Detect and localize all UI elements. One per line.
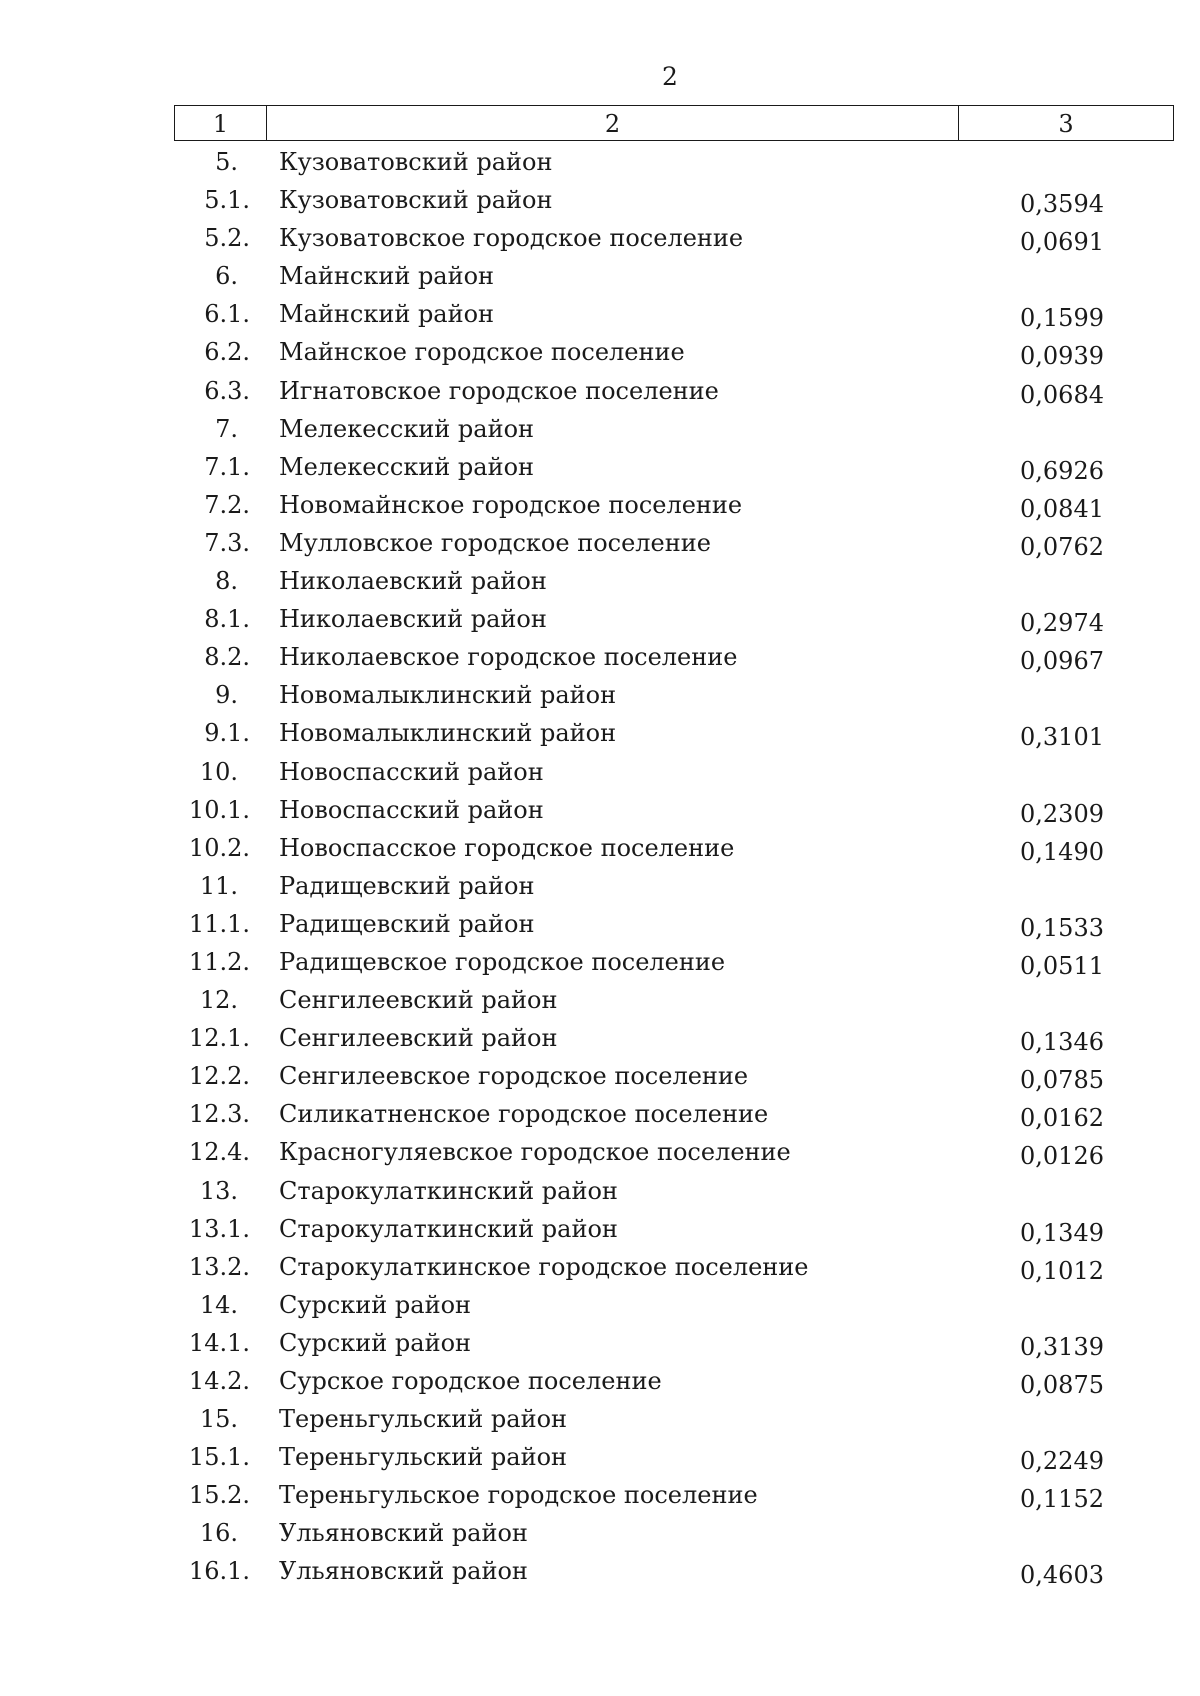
table-row [0,946,1200,984]
table-row [0,375,1200,413]
row-value: 0,1490 [1020,837,1104,866]
row-name: Старокулаткинский район [279,1214,618,1243]
row-value: 0,4603 [1020,1561,1104,1590]
row-name: Кузоватовский район [279,148,553,176]
row-number: 5.1. [204,186,250,215]
row-number: 11.1. [188,909,250,938]
table-row [0,184,1200,222]
row-number: 9.1. [204,719,250,748]
table-row [0,1136,1200,1174]
row-number: 12.3. [188,1100,250,1129]
header-col-3: 3 [1058,110,1074,138]
row-number: 9. [215,681,238,710]
row-number: 12. [199,986,238,1015]
district-row [0,870,1200,908]
row-value: 0,0939 [1020,342,1104,371]
district-row [0,679,1200,717]
row-value: 0,1599 [1020,304,1104,333]
table-header [174,105,1174,141]
table-row [0,908,1200,946]
row-number: 14. [199,1290,238,1319]
row-value: 0,1346 [1020,1028,1104,1057]
row-number: 6. [215,262,238,291]
district-row [0,146,1200,184]
district-row [0,756,1200,794]
row-name: Новомайнское городское поселение [279,490,743,519]
row-name: Майнский район [279,262,495,291]
row-number: 5.2. [204,224,250,253]
row-value: 0,1349 [1020,1218,1104,1247]
row-value: 0,0875 [1020,1371,1104,1399]
table-row [0,1098,1200,1136]
table-row [0,603,1200,641]
row-name: Радищевский район [279,909,535,938]
row-name: Тереньгульский район [279,1443,568,1472]
row-number: 13.2. [188,1252,250,1281]
row-number: 12.4. [188,1138,250,1167]
row-name: Сенгилеевский район [279,1024,558,1053]
row-number: 15.1. [188,1443,250,1472]
row-number: 16.1. [188,1557,250,1586]
district-row [0,260,1200,298]
row-number: 6.3. [204,376,250,405]
row-name: Сенгилеевское городское поселение [279,1062,749,1091]
table-row [0,298,1200,336]
row-name: Мелекесский район [279,452,535,481]
row-name: Сенгилеевский район [279,986,558,1015]
table-row [0,794,1200,832]
table-row [0,1441,1200,1479]
row-value: 0,3101 [1020,723,1104,752]
row-value: 0,3594 [1020,190,1104,219]
row-name: Ульяновский район [279,1519,528,1548]
row-name: Николаевское городское поселение [279,643,738,672]
row-name: Новоспасский район [279,795,544,824]
header-col-2: 2 [267,106,959,140]
table-row [0,1555,1200,1593]
row-value: 0,0162 [1020,1104,1104,1133]
row-name: Силикатненское городское поселение [279,1100,769,1129]
row-value: 0,0762 [1020,532,1104,561]
row-name: Сурское городское поселение [279,1367,662,1395]
table-row [0,451,1200,489]
row-name: Красногуляевское городское поселение [279,1138,791,1167]
row-name: Сурский район [279,1290,472,1319]
row-number: 13. [199,1176,238,1205]
row-number: 7. [215,414,238,443]
row-value: 0,2249 [1020,1447,1104,1476]
table-row [0,641,1200,679]
row-number: 11. [199,871,238,900]
row-value: 0,0841 [1020,494,1104,523]
row-name: Ульяновский район [279,1557,528,1586]
district-row [0,984,1200,1022]
row-value: 0,2974 [1020,609,1104,638]
row-number: 12.1. [188,1024,250,1053]
table-row [0,1327,1200,1365]
row-value: 0,1152 [1020,1485,1104,1514]
table-row [0,527,1200,565]
row-name: Кузоватовский район [279,186,553,215]
row-value: 0,0684 [1020,380,1104,409]
table-row [0,1022,1200,1060]
row-value: 0,1012 [1020,1256,1104,1285]
row-number: 10.2. [188,833,250,862]
row-number: 13.1. [188,1214,250,1243]
row-value: 0,0126 [1020,1142,1104,1171]
row-name: Старокулаткинское городское поселение [279,1252,809,1281]
row-number: 6.1. [204,300,250,329]
table-row [0,1479,1200,1517]
district-row [0,1175,1200,1213]
district-row [0,565,1200,603]
row-name: Игнатовское городское поселение [279,376,719,405]
row-name: Старокулаткинский район [279,1176,618,1205]
table-body [0,146,1200,1594]
table-row [0,1060,1200,1098]
row-number: 6.2. [204,338,250,367]
row-number: 11.2. [188,947,250,976]
row-value: 0,6926 [1020,456,1104,485]
row-value: 0,3139 [1020,1332,1104,1361]
row-value: 0,1533 [1020,913,1104,942]
table-row [0,336,1200,374]
row-name: Николаевский район [279,605,547,634]
row-number: 14.2. [188,1367,250,1395]
row-name: Новомалыклинский район [279,681,617,710]
row-number: 15.2. [188,1481,250,1510]
row-number: 5. [215,148,238,176]
district-row [0,1403,1200,1441]
table-row [0,1213,1200,1251]
row-number: 16. [199,1519,238,1548]
row-number: 8. [215,567,238,596]
table-row [0,717,1200,755]
row-number: 10.1. [188,795,250,824]
district-row [0,1517,1200,1555]
page-number: 2 [662,62,678,91]
row-number: 7.2. [204,490,250,519]
row-name: Новомалыклинский район [279,719,617,748]
row-value: 0,0967 [1020,647,1104,676]
row-name: Новоспасский район [279,757,544,786]
row-number: 12.2. [188,1062,250,1091]
district-row [0,1289,1200,1327]
row-name: Радищевское городское поселение [279,947,726,976]
table-row [0,1251,1200,1289]
row-value: 0,0785 [1020,1066,1104,1095]
table-row [0,489,1200,527]
row-name: Кузоватовское городское поселение [279,224,744,253]
row-name: Сурский район [279,1328,472,1357]
row-number: 8.2. [204,643,250,672]
row-number: 14.1. [188,1328,250,1357]
row-number: 7.1. [204,452,250,481]
row-value: 0,0691 [1020,228,1104,257]
row-number: 7.3. [204,528,250,557]
table-row [0,832,1200,870]
row-value: 0,0511 [1020,951,1104,980]
row-name: Мулловское городское поселение [279,528,711,557]
district-row [0,413,1200,451]
row-number: 8.1. [204,605,250,634]
header-col-1: 1 [175,106,267,140]
row-name: Николаевский район [279,567,547,596]
row-name: Тереньгульский район [279,1405,568,1434]
row-name: Майнское городское поселение [279,338,685,367]
row-name: Радищевский район [279,871,535,900]
row-name: Новоспасское городское поселение [279,833,735,862]
table-row [0,1365,1200,1403]
row-name: Майнский район [279,300,495,329]
row-value: 0,2309 [1020,799,1104,828]
row-name: Мелекесский район [279,414,535,443]
row-name: Тереньгульское городское поселение [279,1481,758,1510]
row-number: 15. [199,1405,238,1434]
row-number: 10. [199,757,238,786]
table-row [0,222,1200,260]
